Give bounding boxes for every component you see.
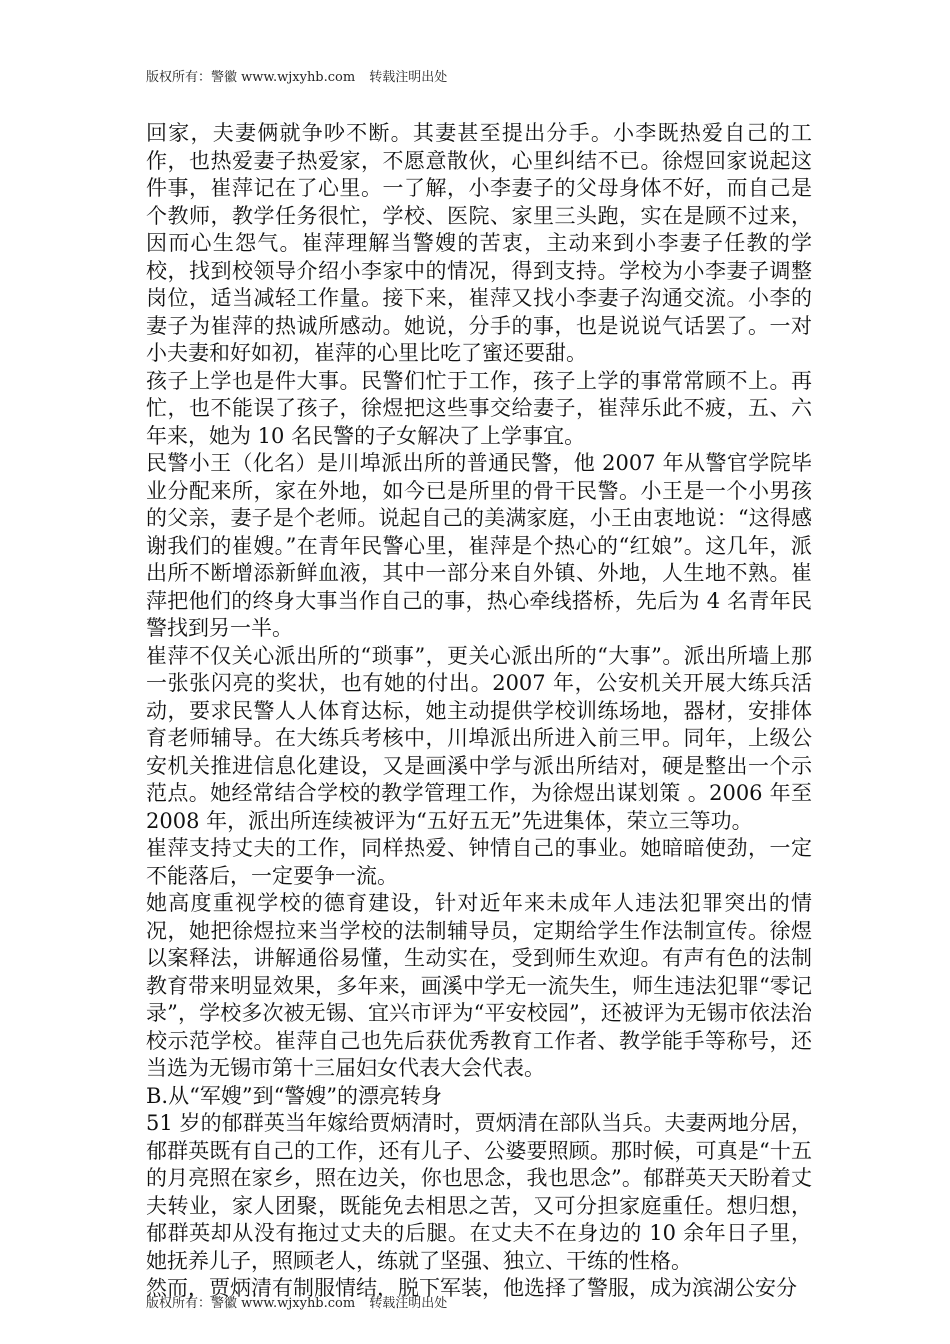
paragraph: 崔萍不仅关心派出所的“琐事”，更关心派出所的“大事”。派出所墙上那一张张闪亮的奖状，也有她的付出。2007 年，公安机关开展大练兵活动，要求民警人人体育达标，她主动提供学校训练场地，器材，安排体育老师辅导。在大练兵考核中，川埠派出所进入前三甲。同年，上级公安机关推进信息化建设，又是画溪中学与派出所结对，硬是整出一个示范点。她经常结合学校的教学管理工作，为徐煜出谋划策 。2006 年至 2008 年，派出所连续被评为“五好五无”先进集体，荣立三等功。 (146, 643, 812, 833)
footer-reprint-note: 转载注明出处 (369, 1296, 448, 1311)
header-copyright: 版权所有：警徽 www.wjxyhb.com (146, 70, 356, 85)
paragraph: 回家，夫妻俩就争吵不断。其妻甚至提出分手。小李既热爱自己的工作，也热爱妻子热爱家，不愿意散伙，心里纠结不已。徐煜回家说起这件事，崔萍记在了心里。一了解，小李妻子的父母身体不好，而自己是个教师，教学任务很忙，学校、医院、家里三头跑，实在是顾不过来，因而心生怨气。崔萍理解当警嫂的苦衷，主动来到小李妻子任教的学校，找到校领导介绍小李家中的情况，得到支持。学校为小李妻子调整岗位，适当减轻工作量。接下来，崔萍又找小李妻子沟通交流。小李的妻子为崔萍的热诚所感动。她说，分手的事，也是说说气话罢了。一对小夫妻和好如初，崔萍的心里比吃了蜜还要甜。 (146, 121, 812, 365)
page-footer (146, 1292, 447, 1311)
paragraph: 崔萍支持丈夫的工作，同样热爱、钟情自己的事业。她暗暗使劲，一定不能落后，一定要争一流。 (146, 836, 812, 888)
page-header (146, 66, 447, 85)
footer-copyright: 版权所有：警徽 www.wjxyhb.com (146, 1296, 356, 1311)
article-body (146, 120, 812, 1303)
paragraph: 她高度重视学校的德育建设，针对近年来未成年人违法犯罪突出的情况，她把徐煜拉来当学校的法制辅导员，定期给学生作法制宣传。徐煜以案释法，讲解通俗易懂，生动实在，受到师生欢迎。有声有色的法制教育带来明显效果，多年来，画溪中学无一流失生，师生违法犯罪“零记录”，学校多次被无锡、宜兴市评为“平安校园”，还被评为无锡市依法治校示范学校。崔萍自己也先后获优秀教育工作者、教学能手等称号，还当选为无锡市第十三届妇女代表大会代表。 (146, 891, 812, 1080)
paragraph: 51 岁的郁群英当年嫁给贾炳清时，贾炳清在部队当兵。夫妻两地分居，郁群英既有自己的工作，还有儿子、公婆要照顾。那时候，可真是“十五的月亮照在家乡，照在边关，你也思念，我也思念”。郁群英天天盼着丈夫转业，家人团聚，既能免去相思之苦，又可分担家庭重任。想归想，郁群英却从没有拖过丈夫的后腿。在丈夫不在身边的 10 余年日子里，她抚养儿子，照顾老人，练就了坚强、独立、干练的性格。 (146, 1111, 812, 1273)
paragraph: 民警小王（化名）是川埠派出所的普通民警，他 2007 年从警官学院毕业分配来所，家在外地，如今已是所里的骨干民警。小王是一个小男孩的父亲，妻子是个老师。说起自己的美满家庭，小王由衷地说：“这得感谢我们的崔嫂。”在青年民警心里，崔萍是个热心的“红娘”。这几年，派出所不断增添新鲜血液，其中一部分来自外镇、外地，人生地不熟。崔萍把他们的终身大事当作自己的事，热心牵线搭桥，先后为 4 名青年民警找到另一半。 (146, 451, 812, 640)
paragraph: 孩子上学也是件大事。民警们忙于工作，孩子上学的事常常顾不上。再忙，也不能误了孩子，徐煜把这些事交给妻子，崔萍乐此不疲，五、六年来，她为 10 名民警的子女解决了上学事宜。 (146, 368, 812, 448)
paragraph: 然而，贾炳清有制服情结，脱下军装，他选择了警服，成为滨湖公安分 (146, 1276, 797, 1300)
header-reprint-note: 转载注明出处 (369, 70, 448, 85)
section-heading: B.从“军嫂”到“警嫂”的漂亮转身 (146, 1083, 443, 1108)
